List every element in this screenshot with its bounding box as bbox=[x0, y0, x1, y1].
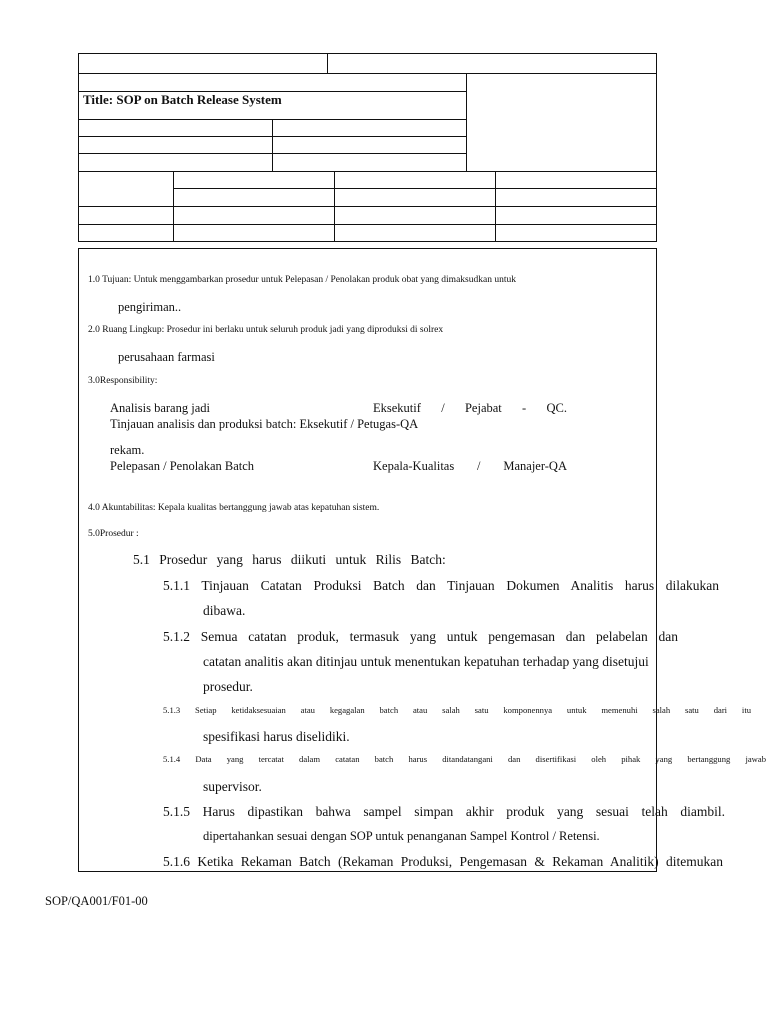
responsibility-role: rekam. bbox=[110, 443, 145, 457]
procedure-5-1-4: 5.1.4 Data yang tercatat dalam catatan batch harus ditandatangani dan disertifikasi oleh pihak yang bertanggung jawab bbox=[163, 754, 766, 764]
section-1-text: 1.0 Tujuan: Untuk menggambarkan prosedur untuk Pelepasan / Penolakan produk obat yang dimaksudkan untuk bbox=[88, 275, 516, 285]
procedure-5-1-5: dipertahankan sesuai dengan SOP untuk penanganan Sampel Kontrol / Retensi. bbox=[203, 829, 600, 843]
procedure-5-1-3: spesifikasi harus diselidiki. bbox=[203, 729, 350, 744]
procedure-5-1-2: catatan analitis akan ditinjau untuk menentukan kepatuhan terhadap yang disetujui bbox=[203, 654, 649, 669]
document-code: SOP/QA001/F01-00 bbox=[45, 894, 148, 908]
header-rule bbox=[78, 73, 657, 74]
header-rule bbox=[78, 224, 657, 225]
procedure-5-1-1: 5.1.1 Tinjauan Catatan Produksi Batch dan Tinjauan Dokumen Analitis harus dilakukan bbox=[163, 578, 719, 593]
responsibility-owner: Kepala-Kualitas / Manajer-QA bbox=[373, 459, 567, 473]
responsibility-role: Pelepasan / Penolakan Batch bbox=[110, 459, 255, 473]
header-table bbox=[78, 53, 657, 242]
section-2-text: perusahaan farmasi bbox=[118, 350, 215, 364]
header-rule bbox=[327, 53, 328, 73]
responsibility-role: Tinjauan analisis dan produksi batch: Eksekutif / Petugas-QA bbox=[110, 417, 419, 431]
section-4-text: 4.0 Akuntabilitas: Kepala kualitas bertanggung jawab atas kepatuhan sistem. bbox=[88, 503, 380, 513]
procedure-5-1-3: 5.1.3 Setiap ketidaksesuaian atau kegagalan batch atau salah satu komponennya untuk memenuhi salah satu dari itu bbox=[163, 705, 751, 715]
section-3-heading: 3.0Responsibility: bbox=[88, 376, 158, 386]
responsibility-role: Analisis barang jadi bbox=[110, 401, 210, 415]
header-rule bbox=[466, 73, 467, 171]
header-rule bbox=[272, 119, 273, 171]
procedure-5-1-2: prosedur. bbox=[203, 679, 253, 694]
section-2-text: 2.0 Ruang Lingkup: Prosedur ini berlaku untuk seluruh produk jadi yang diproduksi di solrex bbox=[88, 325, 444, 335]
header-rule bbox=[78, 206, 657, 207]
procedure-5-1-1: dibawa. bbox=[203, 603, 246, 618]
procedure-5-1-4: supervisor. bbox=[203, 779, 262, 794]
header-rule bbox=[495, 171, 496, 242]
section-5-heading: 5.0Prosedur : bbox=[88, 529, 139, 539]
header-rule bbox=[173, 188, 657, 189]
header-rule bbox=[78, 171, 657, 172]
document-title: Title: SOP on Batch Release System bbox=[83, 92, 282, 107]
header-rule bbox=[173, 171, 174, 242]
procedure-5-1: 5.1 Prosedur yang harus diikuti untuk Rilis Batch: bbox=[133, 552, 446, 567]
section-1-text: pengiriman.. bbox=[118, 300, 182, 314]
procedure-5-1-2: 5.1.2 Semua catatan produk, termasuk yang untuk pengemasan dan pelabelan dan bbox=[163, 629, 678, 644]
responsibility-owner: Eksekutif / Pejabat - QC. bbox=[373, 401, 567, 415]
procedure-5-1-6: 5.1.6 Ketika Rekaman Batch (Rekaman Produksi, Pengemasan & Rekaman Analitik) ditemukan bbox=[163, 854, 723, 869]
header-rule bbox=[334, 171, 335, 242]
procedure-5-1-5: 5.1.5 Harus dipastikan bahwa sampel simpan akhir produk yang sesuai telah diambil. bbox=[163, 804, 725, 819]
